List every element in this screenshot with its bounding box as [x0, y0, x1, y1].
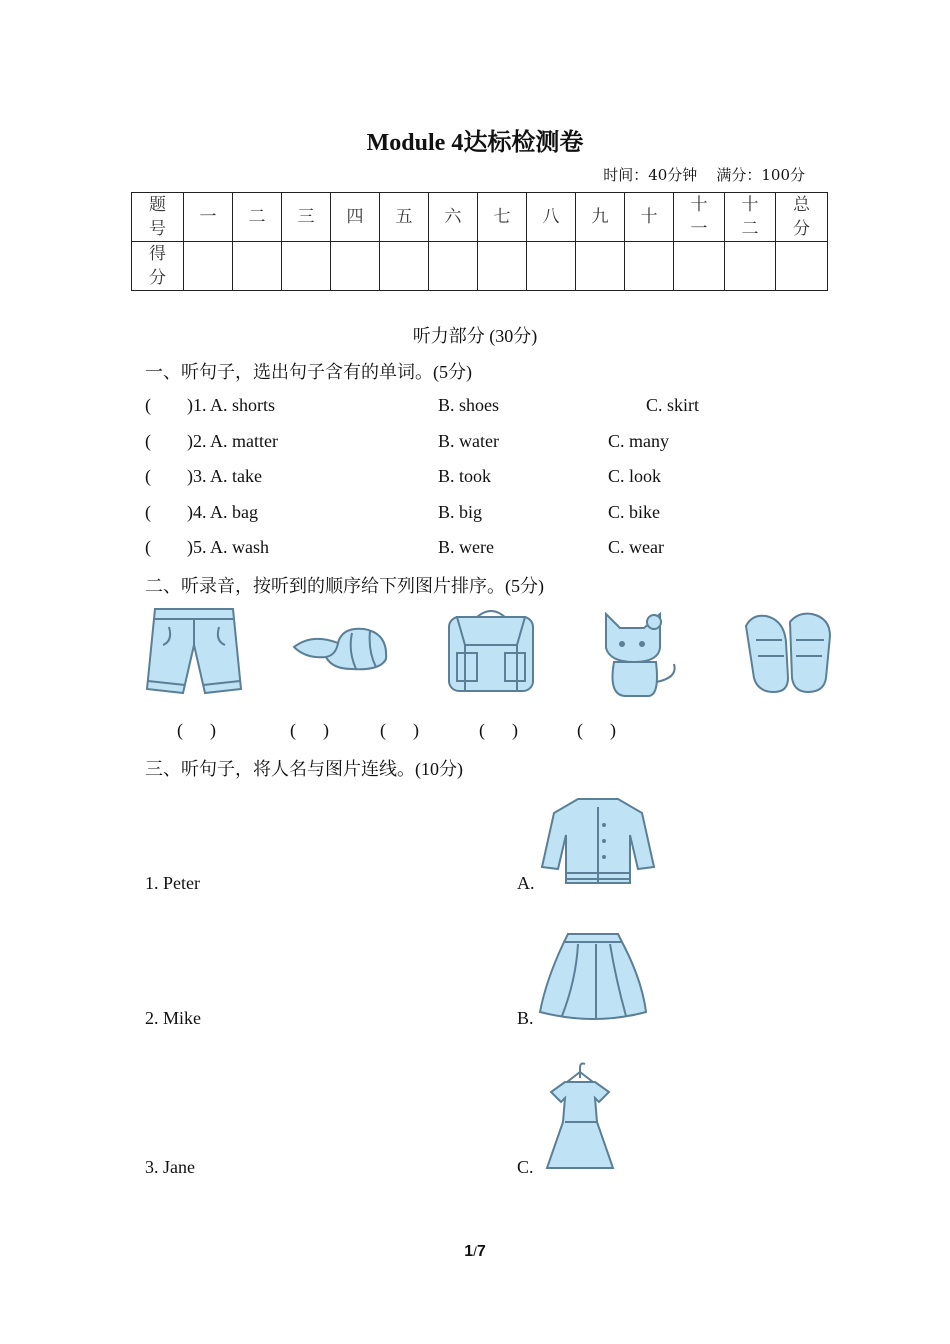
listening-section-header: 听力部分 (30分)	[412, 326, 538, 346]
score-input-cell[interactable]	[184, 242, 233, 291]
part1-heading: 一、听句子，选出句子含有的单词。(5分)	[145, 362, 472, 382]
score-table-header-cell: 十	[625, 193, 674, 242]
score-table-score-row	[132, 242, 828, 291]
page-separator: /	[473, 1244, 477, 1259]
question-option-b: B. water	[438, 431, 499, 451]
score-input-cell[interactable]	[776, 242, 828, 291]
part3-option-b: B.	[517, 1008, 534, 1028]
part2-heading: 二、听录音，按听到的顺序给下列图片排序。(5分)	[145, 576, 544, 596]
score-table-header-cell: 四	[331, 193, 380, 242]
score-row-label: 得 分	[132, 242, 184, 291]
score-table-header-cell: 九	[576, 193, 625, 242]
score-table-header-cell: 十 二	[725, 193, 776, 242]
part3-heading: 三、听句子，将人名与图片连线。(10分)	[145, 759, 463, 779]
question-option-b: B. took	[438, 466, 492, 486]
order-answer-blank[interactable]: ( )	[290, 720, 329, 740]
shorts-picture	[145, 605, 243, 703]
part3-name-jane: 3. Jane	[145, 1157, 195, 1177]
answer-paren-open[interactable]: (	[145, 502, 151, 522]
question-option-a: )5. A. wash	[187, 537, 269, 557]
question-option-a: )1. A. shorts	[187, 395, 276, 415]
score-input-cell[interactable]	[725, 242, 776, 291]
page-current: 1	[464, 1243, 474, 1260]
score-table-header-cell: 十 一	[674, 193, 725, 242]
question-option-a: )4. A. bag	[187, 502, 258, 522]
score-input-cell[interactable]	[429, 242, 478, 291]
skirt-picture	[538, 930, 648, 1022]
question-option-c: C. skirt	[646, 395, 700, 415]
score-table-header-cell: 二	[233, 193, 282, 242]
score-table-header-cell: 题 号	[132, 193, 184, 242]
question-option-b: B. big	[438, 502, 483, 522]
part3-name-mike: 2. Mike	[145, 1008, 201, 1028]
part3-option-c: C.	[517, 1157, 534, 1177]
answer-paren-open[interactable]: (	[145, 431, 151, 451]
sandals-picture	[742, 612, 834, 694]
page-number	[0, 1243, 950, 1261]
question-option-c: C. bike	[608, 502, 660, 522]
score-input-cell[interactable]	[282, 242, 331, 291]
page-total: 7	[476, 1243, 486, 1260]
score-table-header-cell: 六	[429, 193, 478, 242]
order-answer-blank[interactable]: ( )	[380, 720, 419, 740]
cap-picture	[292, 625, 390, 675]
question-option-b: B. were	[438, 537, 494, 557]
score-input-cell[interactable]	[674, 242, 725, 291]
question-option-c: C. wear	[608, 537, 664, 557]
schoolbag-picture	[443, 605, 539, 695]
question-option-b: B. shoes	[438, 395, 500, 415]
score-table-header-cell: 一	[184, 193, 233, 242]
score-input-cell[interactable]	[233, 242, 282, 291]
score-table	[131, 192, 828, 291]
question-option-a: )3. A. take	[187, 466, 262, 486]
answer-paren-open[interactable]: (	[145, 537, 151, 557]
score-input-cell[interactable]	[527, 242, 576, 291]
score-input-cell[interactable]	[478, 242, 527, 291]
score-table-header-cell: 七	[478, 193, 527, 242]
score-input-cell[interactable]	[625, 242, 674, 291]
question-option-c: C. look	[608, 466, 662, 486]
score-table-header-cell: 总 分	[776, 193, 828, 242]
time-info: 时间：40分钟 满分：100分	[603, 166, 805, 184]
cat-picture	[598, 608, 680, 700]
score-input-cell[interactable]	[331, 242, 380, 291]
part3-option-a: A.	[517, 873, 535, 893]
jacket-picture	[540, 795, 655, 887]
page-title: Module 4达标检测卷	[366, 130, 584, 156]
order-answer-blank[interactable]: ( )	[177, 720, 216, 740]
score-input-cell[interactable]	[576, 242, 625, 291]
dress-picture	[543, 1060, 617, 1172]
score-table-header-cell: 八	[527, 193, 576, 242]
order-answer-blank[interactable]: ( )	[479, 720, 518, 740]
order-answer-blank[interactable]: ( )	[577, 720, 616, 740]
answer-paren-open[interactable]: (	[145, 395, 151, 415]
score-table-header-cell: 三	[282, 193, 331, 242]
question-option-a: )2. A. matter	[187, 431, 278, 451]
part3-name-peter: 1. Peter	[145, 873, 200, 893]
answer-paren-open[interactable]: (	[145, 466, 151, 486]
score-table-header-cell: 五	[380, 193, 429, 242]
score-input-cell[interactable]	[380, 242, 429, 291]
score-table-header-row	[132, 193, 828, 242]
question-option-c: C. many	[608, 431, 669, 451]
